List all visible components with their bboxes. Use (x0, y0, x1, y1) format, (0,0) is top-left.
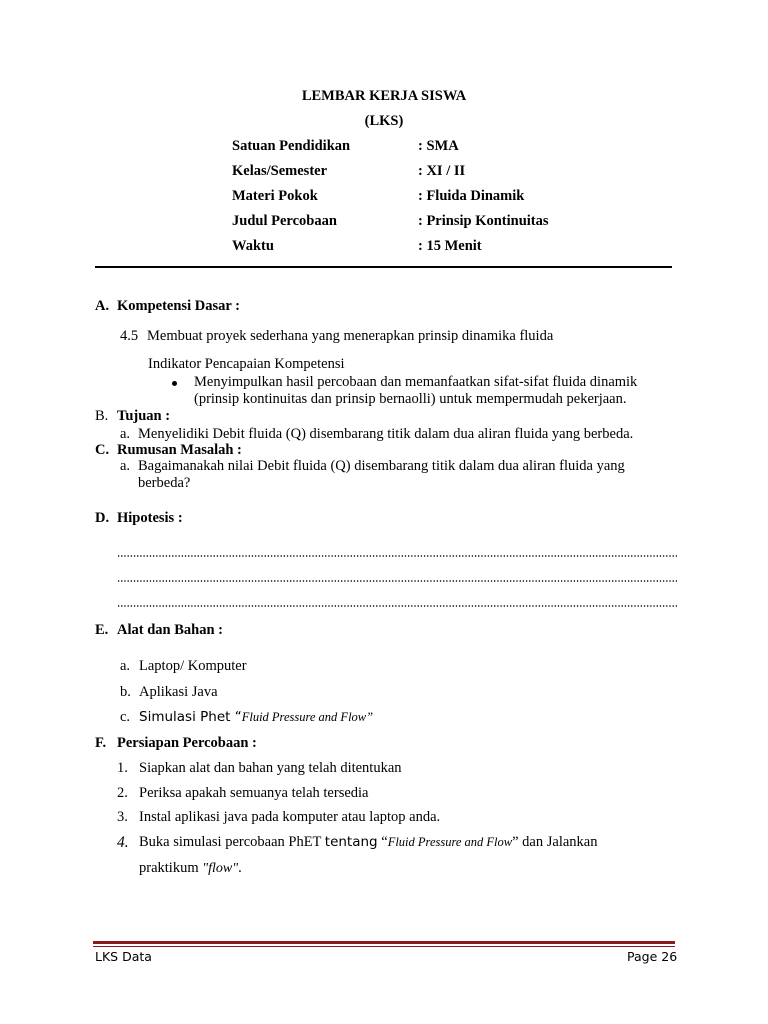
indikator-line-1: Menyimpulkan hasil percobaan dan memanfaatkan sifat-sifat fluida dinamik (194, 374, 638, 390)
section-d-heading: Hipotesis : (117, 510, 183, 526)
persiapan-item-text: Periksa apakah semuanya telah tersedia (139, 785, 369, 801)
meta-value-kelas: : XI / II (418, 163, 466, 179)
meta-label-waktu: Waktu (232, 238, 274, 254)
section-a-marker: A. (95, 298, 110, 314)
section-c-heading: Rumusan Masalah : (117, 442, 242, 458)
alat-item-text: Aplikasi Java (139, 684, 218, 700)
item4-tentang: tentang (324, 834, 378, 850)
kd-number: 4.5 (120, 328, 139, 344)
meta-label-satuan: Satuan Pendidikan (232, 138, 351, 154)
page-number: Page 26 (627, 949, 678, 964)
section-f-heading: Persiapan Percobaan : (117, 735, 257, 751)
kd-text: Membuat proyek sederhana yang menerapkan prinsip dinamika fluida (147, 328, 554, 344)
item4-period: . (238, 860, 242, 876)
item4-quote-open: “ (377, 834, 388, 850)
meta-value-waktu: : 15 Menit (418, 238, 482, 254)
persiapan-item-text: Siapkan alat dan bahan yang telah ditentukan (139, 760, 402, 776)
section-f-marker: F. (95, 735, 107, 751)
footer-divider (93, 941, 675, 944)
hipotesis-answer-line-1[interactable] (117, 555, 677, 557)
header-divider (95, 266, 672, 268)
section-a-heading: Kompetensi Dasar : (117, 298, 240, 314)
bullet-icon (172, 381, 177, 386)
item4-flow: "flow" (202, 861, 239, 876)
alat-item-marker: a. (120, 658, 131, 674)
simulasi-label: Simulasi Phet “ (139, 709, 242, 725)
rumusan-item-line-2: berbeda? (138, 475, 191, 491)
persiapan-item-marker: 4. (117, 834, 129, 851)
persiapan-item-marker: 3. (117, 809, 128, 825)
hipotesis-answer-line-3[interactable] (117, 605, 677, 607)
rumusan-item-marker: a. (120, 458, 131, 474)
meta-value-materi: : Fluida Dinamik (418, 188, 525, 204)
persiapan-item-text: Instal aplikasi java pada komputer atau laptop anda. (139, 809, 441, 825)
indikator-heading: Indikator Pencapaian Kompetensi (148, 356, 345, 372)
simulasi-title: Fluid Pressure and Flow (241, 710, 367, 724)
meta-value-satuan: : SMA (418, 138, 459, 154)
section-b-heading: Tujuan : (117, 408, 171, 424)
persiapan-item-marker: 1. (117, 760, 128, 776)
simulasi-quote-close: ” (366, 710, 374, 724)
persiapan-item-4-line-1 (139, 834, 597, 851)
item4-post: ” dan Jalankan (512, 834, 598, 850)
document-subtitle: (LKS) (364, 113, 404, 129)
persiapan-item-marker: 2. (117, 785, 128, 801)
tujuan-item-marker: a. (120, 426, 131, 442)
footer-left-text: LKS Data (95, 949, 152, 964)
item4-praktikum: praktikum (139, 860, 199, 876)
document-title: LEMBAR KERJA SISWA (301, 88, 467, 104)
meta-label-judul: Judul Percobaan (232, 213, 337, 229)
meta-value-judul: : Prinsip Kontinuitas (418, 213, 549, 229)
alat-item-marker: c. (120, 709, 131, 725)
section-d-marker: D. (95, 510, 110, 526)
section-b-marker: B. (95, 408, 109, 424)
footer-divider-thin (93, 946, 675, 947)
indikator-line-2: (prinsip kontinuitas dan prinsip bernaolli) untuk mempermudah pekerjaan. (194, 391, 627, 407)
rumusan-item-line-1: Bagaimanakah nilai Debit fluida (Q) disembarang titik dalam dua aliran fluida yang (138, 458, 625, 474)
section-c-marker: C. (95, 442, 110, 458)
meta-label-kelas: Kelas/Semester (232, 163, 328, 179)
item4-pre: Buka simulasi percobaan PhET (139, 834, 325, 850)
alat-item-text (139, 709, 373, 726)
alat-item-text: Laptop/ Komputer (139, 658, 247, 674)
alat-item-marker: b. (120, 684, 131, 700)
hipotesis-answer-line-2[interactable] (117, 580, 677, 582)
tujuan-item-text: Menyelidiki Debit fluida (Q) disembarang titik dalam dua aliran fluida yang berbeda. (138, 426, 634, 442)
section-e-heading: Alat dan Bahan : (117, 622, 223, 638)
meta-label-materi: Materi Pokok (232, 188, 318, 204)
section-e-marker: E. (95, 622, 109, 638)
persiapan-item-4-line-2 (139, 860, 242, 877)
item4-simulation-title: Fluid Pressure and Flow (387, 835, 513, 849)
